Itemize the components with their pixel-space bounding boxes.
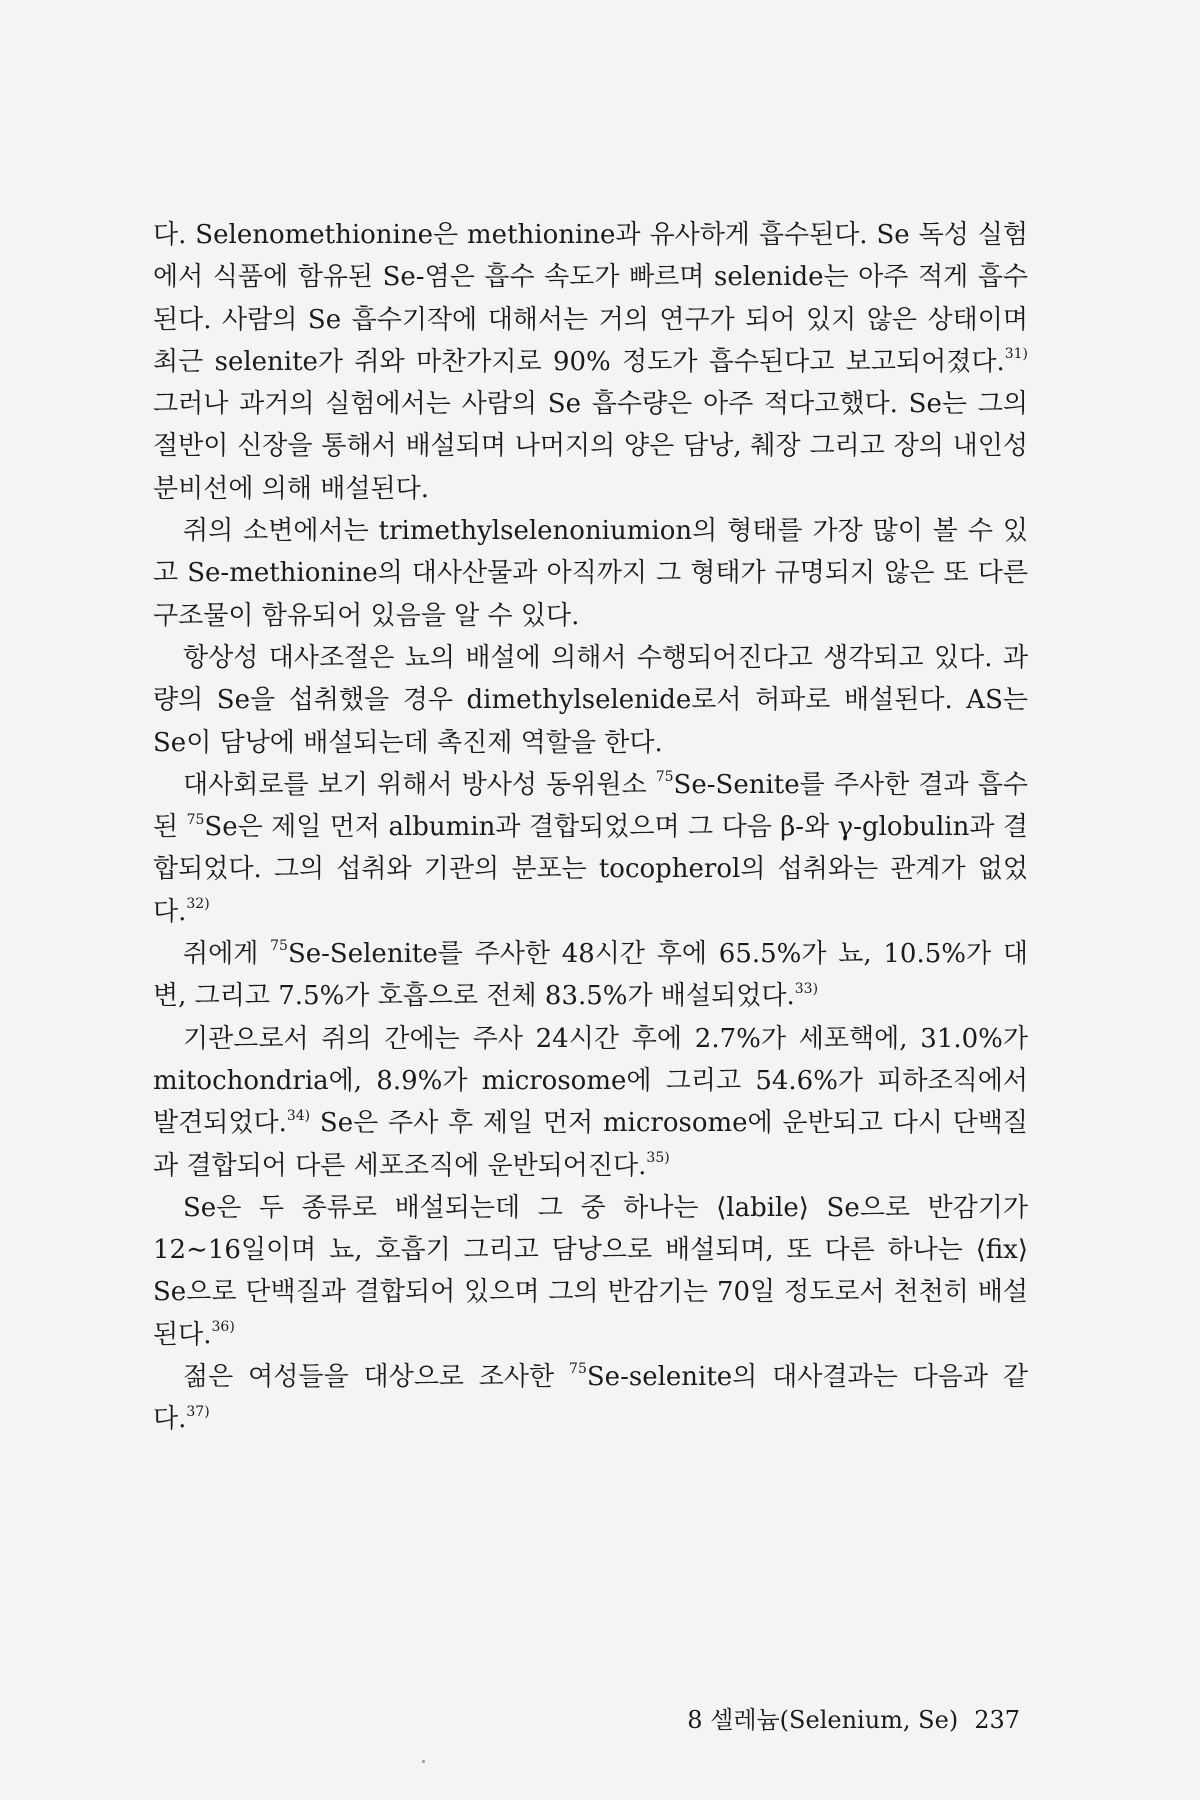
- citation-superscript: 36): [211, 1319, 235, 1336]
- text-run: 그러나 과거의 실험에서는 사람의 Se 흡수량은 아주 적다고했다. Se는 그의 절반이 신장을 통해서 배설되며 나머지의 양은 담낭, 췌장 그리고 장의 내인성 분비선에 의해 배설된다.: [153, 389, 1028, 504]
- text-run: Se-selenite의 대사결과는 다음과 같다.: [153, 1362, 1028, 1435]
- text-run: Se은 주사 후 제일 먼저 microsome에 운반되고 다시 단백질과 결합되어 다른 세포조직에 운반되어진다.: [153, 1108, 1028, 1181]
- text-run: 다. Selenomethionine은 methionine과 유사하게 흡수된다. Se 독성 실험에서 식품에 함유된 Se-염은 흡수 속도가 빠르며 selenide는 아주 적게 흡수된다. 사람의 Se 흡수기작에 대해서는 거의 연구가 되어 있지 않은 상태이며 최근 selenite가 쥐와 마찬가지로 90% 정도가 흡수된다고 보고되어졌다.: [153, 220, 1028, 377]
- text-run: 기관으로서 쥐의 간에는 주사 24시간 후에 2.7%가 세포핵에, 31.0%가 mitochondria에, 8.9%가 microsome에 그리고 54.6%가 피하조직에서 발견되었다.: [153, 1023, 1028, 1139]
- citation-superscript: 33): [794, 980, 819, 997]
- citation-superscript: 75: [569, 1361, 587, 1378]
- text-run: 대사회로를 보기 위해서 방사성 동위원소: [183, 769, 656, 800]
- page-number: 237: [974, 1706, 1020, 1734]
- body-text: [153, 214, 1028, 1441]
- text-run: Se은 제일 먼저 albumin과 결합되었으며 그 다음 β-와 γ-globulin과 결합되었다. 그의 섭취와 기관의 분포는 tocopherol의 섭취와는 관계가 없었다.: [153, 812, 1029, 927]
- citation-superscript: 31): [1004, 346, 1028, 363]
- citation-superscript: 75: [270, 938, 288, 955]
- citation-superscript: 35): [646, 1149, 670, 1166]
- text-run: 젊은 여성들을 대상으로 조사한: [183, 1362, 570, 1393]
- citation-superscript: 75: [186, 811, 205, 828]
- paragraph: [153, 933, 1028, 1018]
- citation-superscript: 32): [186, 896, 210, 913]
- paragraph: [153, 637, 1028, 764]
- text-run: 쥐의 소변에서는 trimethylselenoniumion의 형태를 가장 많이 볼 수 있고 Se-methionine의 대사산물과 아직까지 그 형태가 규명되지 않은 또 다른 구조물이 함유되어 있음을 알 수 있다.: [153, 516, 1028, 631]
- paragraph: [153, 1356, 1028, 1441]
- text-run: Se-Selenite를 주사한 48시간 후에 65.5%가 뇨, 10.5%가 대변, 그리고 7.5%가 호흡으로 전체 83.5%가 배설되었다.: [153, 939, 1028, 1012]
- paragraph: [153, 764, 1028, 933]
- scan-speck: [422, 1760, 425, 1763]
- paragraph: [153, 1018, 1028, 1187]
- paragraph: [153, 1187, 1028, 1356]
- running-head: 8 셀레늄(Selenium, Se): [687, 1706, 959, 1734]
- text-run: Se-Senite를 주사한 결과 흡수된: [153, 769, 1028, 843]
- paragraph: [153, 214, 1028, 510]
- citation-superscript: 75: [655, 769, 674, 786]
- text-run: 쥐에게: [183, 939, 271, 970]
- page-footer: [660, 1700, 1020, 1735]
- text-run: 항상성 대사조절은 뇨의 배설에 의해서 수행되어진다고 생각되고 있다. 과량의 Se을 섭취했을 경우 dimethylselenide로서 허파로 배설된다. AS는 Se이 담낭에 배설되는데 촉진제 역할을 한다.: [153, 642, 1028, 758]
- citation-superscript: 37): [186, 1403, 210, 1420]
- citation-superscript: 34): [286, 1107, 311, 1124]
- paragraph: [153, 510, 1028, 637]
- text-run: Se은 두 종류로 배설되는데 그 중 하나는 ⟨labile⟩ Se으로 반감기가 12∼16일이며 뇨, 호흡기 그리고 담낭으로 배설되며, 또 다른 하나는 ⟨fix⟩ Se으로 단백질과 결합되어 있으며 그의 반감기는 70일 정도로서 천천히 배설된다.: [153, 1192, 1028, 1350]
